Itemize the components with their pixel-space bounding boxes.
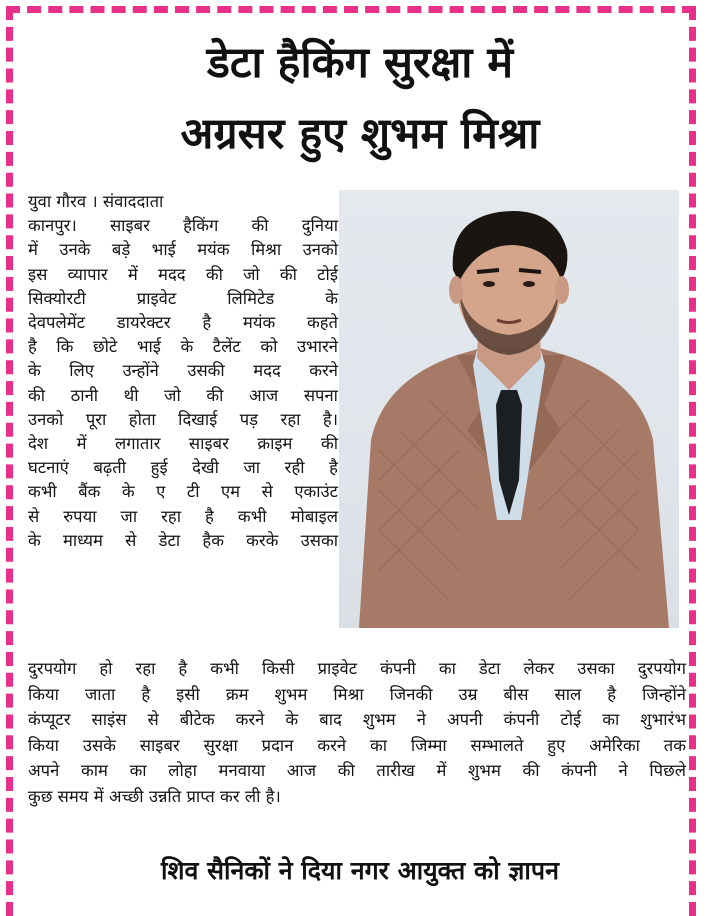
bottom-text-line: कंप्यूटर साइंस से बीटेक करने के बाद शुभम ने अपनी कंपनी टोई का शुभारंभ [28, 710, 686, 730]
portrait-illustration [339, 190, 679, 628]
left-column-line: देश में लगातार साइबर क्राइम की [28, 434, 338, 454]
bottom-text-line: दुरपयोग हो रहा है कभी किसी प्राइवेट कंपनी का डेटा लेकर उसका दुरपयोग [28, 659, 686, 678]
article-left-column [28, 190, 338, 553]
portrait-photo [339, 190, 679, 628]
left-column-line: के लिए उन्होंने उसकी मदद करने [28, 361, 338, 381]
left-column-line: उनको पूरा होता दिखाई पड़ रहा है। [28, 409, 338, 429]
left-column-line: से रुपया जा रहा है कभी मोबाइल [28, 506, 338, 526]
bottom-text-line: कुछ समय में अच्छी उन्नति प्राप्त कर ली है। [28, 786, 281, 806]
left-column-line: देवपलेमेंट डायरेक्टर है मयंक कहते [28, 313, 338, 333]
headline-line-1: डेटा हैकिंग सुरक्षा में [206, 38, 514, 88]
byline: युवा गौरव । संवाददाता [28, 192, 164, 211]
left-column-line: घटनाएं बढ़ती हुई देखी जा रही है [28, 458, 338, 478]
sub-headline: शिव सैनिकों ने दिया नगर आयुक्त को ज्ञापन [161, 856, 559, 885]
left-column-line: के माध्यम से डेटा हैक करके उसका [28, 530, 338, 550]
headline-line-2: अग्रसर हुए शुभम मिश्रा [180, 109, 540, 159]
article-bottom-text [28, 656, 686, 810]
bottom-text-line: अपने काम का लोहा मनवाया आज की तारीख में शुभम की कंपनी ने पिछले [28, 761, 686, 781]
left-column-line: में उनके बड़े भाई मयंक मिश्रा उनको [28, 240, 338, 260]
left-column-line: सिक्योरटी प्राइवेट लिमिटेड के [28, 288, 338, 308]
left-column-text [28, 214, 338, 553]
bottom-text-line: किया उसके साइबर सुरक्षा प्रदान करने का जिम्मा सम्भालते हुए अमेरिका तक [28, 735, 686, 755]
left-column-line: की ठानी थी जो की आज सपना [28, 385, 338, 405]
left-column-line: कानपुर। साइबर हैकिंग की दुनिया [28, 216, 338, 236]
left-column-line: इस व्यापार में मदद की जो की टोई [28, 264, 338, 284]
left-column-line: कभी बैंक के ए टी एम से एकाउंट [28, 482, 338, 502]
bottom-text-line: किया जाता है इसी क्रम शुभम मिश्रा जिनकी उम्र बीस साल है जिन्होंने [28, 684, 686, 704]
left-column-line: है कि छोटे भाई के टैलेंट को उभारने [28, 337, 338, 357]
